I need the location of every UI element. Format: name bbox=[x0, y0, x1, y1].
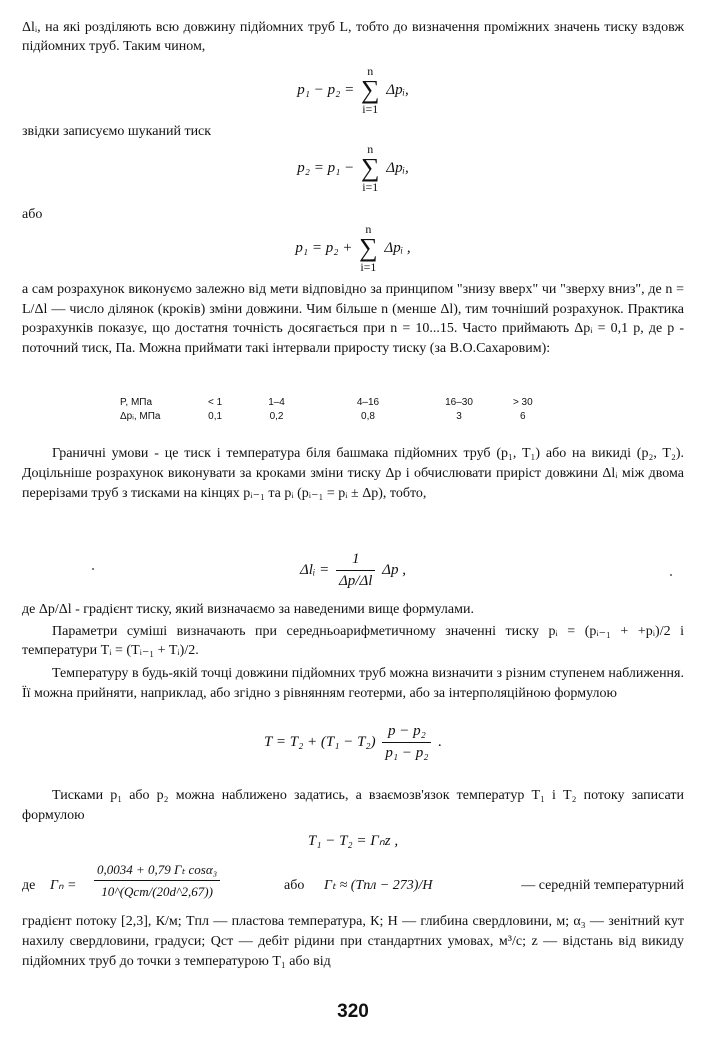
table-cell: < 1 bbox=[208, 397, 223, 408]
eq2-sum-bottom: i=1 bbox=[362, 180, 379, 194]
equation-interpolation bbox=[0, 722, 706, 763]
eq2-lhs: p₂ = p₁ − bbox=[297, 159, 355, 176]
eq7-numerator: 0,0034 + 0,79 Гₜ cosα₃ bbox=[94, 860, 220, 881]
sigma-symbol: ∑ bbox=[360, 153, 380, 182]
table-cell: 3 bbox=[456, 411, 462, 422]
eq7-prefix: де bbox=[22, 878, 36, 893]
table-cell: 6 bbox=[520, 411, 526, 422]
eq7-lhs: Гₙ = bbox=[50, 878, 77, 893]
eq4-denominator: Δp/Δl bbox=[338, 573, 373, 589]
table-cell: 1–4 bbox=[268, 397, 285, 408]
equation-p1 bbox=[0, 222, 706, 274]
eq1-sum bbox=[361, 64, 380, 116]
paragraph-boundary-conditions: Граничні умови - це тиск і температура біля башмака підйомних труб (p₁, T₁) або на викиді (p₂, T₂). Доцільніше розрахунок виконувати за кроками зміни тиску Δp і обчислювати приріст довжини Δlᵢ між двома перерізами труб з тисками на кінцях pᵢ₋₁ та pᵢ (pᵢ₋₁ = pᵢ ± Δp), тобто, bbox=[22, 446, 684, 501]
equation-p2 bbox=[0, 142, 706, 194]
page-number: 320 bbox=[337, 1001, 369, 1022]
eq3-sum bbox=[359, 222, 378, 274]
table-row bbox=[120, 396, 543, 410]
table-row bbox=[120, 410, 543, 424]
paragraph-intro: Δlᵢ, на які розділяють всю довжину підйомних труб L, тобто до визначення проміжних значень тиску вздовж підйомних труб. Таким чином, bbox=[22, 20, 684, 54]
eq7-fraction bbox=[94, 860, 220, 901]
table-cell: 16–30 bbox=[445, 397, 473, 408]
eq1-sum-bottom: i=1 bbox=[362, 102, 379, 116]
sigma-symbol: ∑ bbox=[360, 75, 380, 104]
table-cell: 4–16 bbox=[356, 397, 380, 408]
eq3-rhs: Δpᵢ , bbox=[384, 239, 411, 256]
table-cell: 0,2 bbox=[269, 411, 284, 422]
table-cell: > 30 bbox=[512, 397, 533, 408]
table-row-label: Δpᵢ, МПа bbox=[120, 411, 161, 422]
eq7-tail: — середній температурний bbox=[521, 878, 684, 893]
eq3-sum-top: n bbox=[365, 222, 372, 236]
eq1-sum-top: n bbox=[367, 64, 374, 78]
table-cell: 0,1 bbox=[208, 411, 223, 422]
eq7-denominator: 10^(Qст/(20d^2,67)) bbox=[101, 884, 213, 899]
table-row-label: P, МПа bbox=[120, 397, 153, 408]
paragraph-calculation: а сам розрахунок виконуємо залежно від мети відповідно за принципом "знизу вверх" чи "зверху вниз", де n = L/Δl — число ділянок (кроків) зміни довжини. Чим більше n (менше Δl), тим точніший розрахунок. Практика розрахунків показує, що достатня точність досягається при n = 10...15. Часто приймають Δpᵢ = 0,1 p, де p - поточний тиск, Па. Можна приймати такі інтервали приросту тиску (за В.О.Сахаровим): bbox=[22, 282, 684, 356]
equation-gradient-definition bbox=[22, 858, 684, 904]
eq5-fraction bbox=[382, 722, 431, 763]
eq7-mid: або bbox=[284, 878, 305, 893]
paragraph-gradient: де Δp/Δl - градієнт тиску, який визначаємо за наведеними вище формулами. bbox=[22, 602, 474, 617]
paragraph-abo: або bbox=[22, 207, 43, 222]
sigma-symbol: ∑ bbox=[359, 233, 378, 262]
eq2-sum bbox=[361, 142, 380, 194]
eq1-rhs: Δpᵢ, bbox=[386, 81, 409, 98]
equation-pressure-difference bbox=[0, 64, 706, 116]
eq4-fraction bbox=[336, 550, 375, 591]
eq3-lhs: p₁ = p₂ + bbox=[295, 239, 353, 256]
equation-temperature-difference: T₁ − T₂ = Гₙz , bbox=[307, 833, 399, 849]
eq4-rhs: Δp , bbox=[382, 562, 406, 578]
eq5-denominator: p₁ − p₂ bbox=[385, 745, 429, 761]
eq5-rhs: . bbox=[438, 734, 442, 750]
eq5-lhs: T = T₂ + (T₁ − T₂) bbox=[264, 734, 376, 750]
eq4-numerator: 1 bbox=[336, 550, 375, 571]
paragraph-pressures: Тисками p₁ або p₂ можна наближено задатись, а взаємозв'язок температур T₁ і T₂ потоку записати формулою bbox=[22, 788, 684, 823]
eq2-sum-top: n bbox=[367, 142, 374, 156]
eq5-numerator: p − p₂ bbox=[382, 722, 431, 743]
eq3-sum-bottom: i=1 bbox=[360, 260, 377, 274]
eq7-rhs: Гₜ ≈ (Tпл − 273)/H bbox=[324, 878, 433, 893]
paragraph-symbols: градієнт потоку [2,3], К/м; Tпл — пластова температура, К; H — глибина свердловини, м; α₃ — зенітний кут нахилу свердловини, градуси; Qст — дебіт рідини при стандартних умовах, м³/с; z — відстань від викиду підйомних труб до точки з температурою T₁ або від bbox=[22, 914, 684, 969]
paragraph-mixture-params: Параметри суміші визначають при середньоарифметичному значенні тиску pᵢ = (pᵢ₋₁ + +pᵢ)/2 і температури Tᵢ = (Tᵢ₋₁ + Tᵢ)/2. bbox=[22, 624, 684, 658]
equation-length-increment bbox=[0, 550, 706, 591]
eq2-rhs: Δpᵢ, bbox=[386, 159, 409, 176]
pressure-interval-table bbox=[120, 396, 543, 424]
eq1-lhs: p₁ − p₂ = bbox=[297, 81, 355, 98]
table-cell: 0,8 bbox=[361, 411, 375, 422]
eq4-lhs: Δlᵢ = bbox=[300, 562, 330, 578]
paragraph-temperature: Температуру в будь-якій точці довжини підйомних труб можна визначити з різним ступенем наближення. Її можна прийняти, наприклад, або згідно з рівнянням геотерми, або за інтерполяційною формулою bbox=[22, 666, 684, 701]
paragraph-zvidky: звідки записуємо шуканий тиск bbox=[22, 124, 212, 139]
